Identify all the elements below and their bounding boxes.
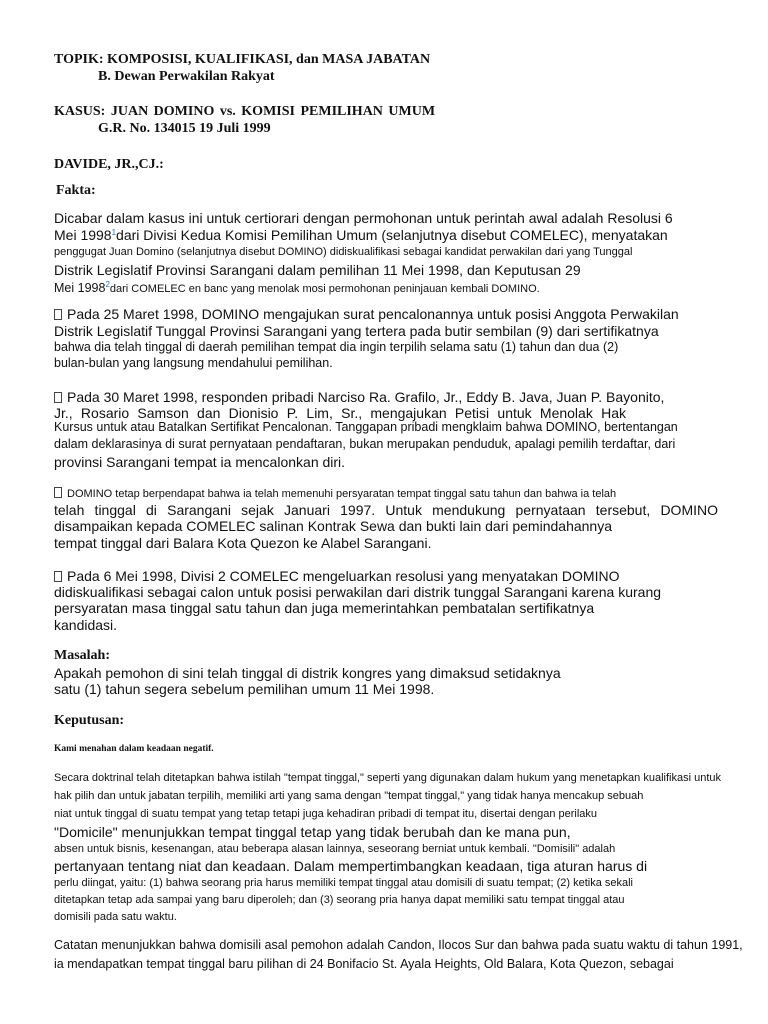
facts-p2-line3: bahwa dia telah tinggal di daerah pemilihan tempat dia ingin terpilih selama satu (1) tahun dan dua (2) xyxy=(54,340,619,354)
decision-heading: Keputusan: xyxy=(54,713,125,728)
footnote-ref-2[interactable]: 2 xyxy=(105,280,110,289)
issue-heading: Masalah: xyxy=(54,648,110,663)
subtopic-heading: B. Dewan Perwakilan Rakyat xyxy=(98,69,275,84)
facts-p4-line4: tempat tinggal dari Balara Kota Quezon ke Alabel Sarangani. xyxy=(54,535,432,551)
facts-p5-line2: didiskualifikasi sebagai calon untuk posisi perwakilan dari distrik tunggal Sarangani karena kurang xyxy=(54,584,662,600)
footnote-ref-1[interactable]: 1 xyxy=(111,228,117,237)
case-title: KASUS: JUAN DOMINO vs. KOMISI PEMILIHAN UMUM xyxy=(54,104,436,119)
facts-p5-line1: Pada 6 Mei 1998, Divisi 2 COMELEC mengeluarkan resolusi yang menyatakan DOMINO xyxy=(54,568,619,584)
facts-p1-line2: Mei 1998$^1$dari Divisi Kedua Komisi Pemilihan Umum (selanjutnya disebut COMELEC), menyatakan xyxy=(54,227,668,243)
facts-p3-line2: Jr., Rosario Samson dan Dionisio P. Lim, Sr., mengajukan Petisi untuk Menolak Hak xyxy=(54,405,626,421)
facts-p2-line2: Distrik Legislatif Tunggal Provinsi Sarangani yang tertera pada butir sembilan (9) dari sertifikatnya xyxy=(54,323,659,339)
decision-p1-line2: hak pilih dan untuk jabatan terpilih, memiliki arti yang sama dengan "tempat tinggal," yang tidak hanya mencakup sebuah xyxy=(54,790,644,802)
decision-p1-line8: ditetapkan tetap ada sampai yang baru diperoleh; dan (3) seorang pria hanya dapat memiliki satu tempat tinggal atau xyxy=(54,894,625,906)
facts-p3-line1: Pada 30 Maret 1998, responden pribadi Narciso Ra. Grafilo, Jr., Eddy B. Java, Juan P. Bayonito, xyxy=(54,389,664,405)
issue-line1: Apakah pemohon di sini telah tinggal di distrik kongres yang dimaksud setidaknya xyxy=(54,665,561,681)
issue-line2: satu (1) tahun segera sebelum pemilihan umum 11 Mei 1998. xyxy=(54,681,435,697)
decision-p1-line6: pertanyaan tentang niat dan keadaan. Dalam mempertimbangkan keadaan, tiga aturan harus di xyxy=(54,858,648,874)
facts-p4-line1: DOMINO tetap berpendapat bahwa ia telah memenuhi persyaratan tempat tinggal satu tahun dan bahwa ia telah xyxy=(54,487,616,500)
facts-p1-line1: Dicabar dalam kasus ini untuk certiorari dengan permohonan untuk perintah awal adalah Resolusi 6 xyxy=(54,210,673,226)
bullet-icon xyxy=(54,487,62,498)
decision-p1-line1: Secara doktrinal telah ditetapkan bahwa istilah "tempat tinggal," seperti yang digunakan dalam hukum yang menetapkan kualifikasi untuk xyxy=(54,772,721,784)
decision-p1-line9: domisili pada satu waktu. xyxy=(54,911,177,923)
decision-p1-line3: niat untuk tinggal di suatu tempat yang tetap tetapi juga kehadiran pribadi di tempat itu, disertai dengan perilaku xyxy=(54,808,598,820)
facts-p5-line3: persyaratan masa tinggal satu tahun dan juga memerintahkan pembatalan sertifikatnya xyxy=(54,600,595,616)
decision-p1-line4: "Domicile" menunjukkan tempat tinggal tetap yang tidak berubah dan ke mana pun, xyxy=(54,824,571,840)
facts-p5-line4: kandidasi. xyxy=(54,617,118,633)
decision-p2-line1: Catatan menunjukkan bahwa domisili asal pemohon adalah Candon, Ilocos Sur dan bahwa pada suatu waktu di tahun 1991, xyxy=(54,938,743,952)
bullet-icon xyxy=(54,309,62,320)
facts-p1-line4: Distrik Legislatif Provinsi Sarangani dalam pemilihan 11 Mei 1998, dan Keputusan 29 xyxy=(54,262,581,278)
facts-p3-line5: provinsi Sarangani tempat ia mencalonkan diri. xyxy=(54,454,346,470)
facts-heading: Fakta: xyxy=(56,183,96,198)
decision-lead: Kami menahan dalam keadaan negatif. xyxy=(54,744,214,754)
facts-p3-line3: Kursus untuk atau Batalkan Sertifikat Pencalonan. Tanggapan pribadi mengklaim bahwa DOMINO, bertentangan xyxy=(54,420,678,434)
facts-p4-line3: disampaikan kepada COMELEC salinan Kontrak Sewa dan bukti lain dari pemindahannya xyxy=(54,518,612,534)
facts-p3-line4: dalam deklarasinya di surat pernyataan pendaftaran, bukan merupakan penduduk, apalagi pemilih terdaftar, dari xyxy=(54,437,676,451)
decision-p1-line5: absen untuk bisnis, kesenangan, atau beberapa alasan lainnya, seseorang berniat untuk kembali. "Domisili" adalah xyxy=(54,843,616,855)
topic-heading: TOPIK: KOMPOSISI, KUALIFIKASI, dan MASA JABATAN xyxy=(54,52,431,67)
facts-p1-line3: penggugat Juan Domino (selanjutnya disebut DOMINO) didiskualifikasi sebagai kandidat perwakilan dari yang Tunggal xyxy=(54,246,633,258)
decision-p1-line7: perlu diingat, yaitu: (1) bahwa seorang pria harus memiliki tempat tinggal atau domisili di suatu tempat; (2) ketika sekali xyxy=(54,877,634,889)
bullet-icon xyxy=(54,392,62,403)
case-number: G.R. No. 134015 19 Juli 1999 xyxy=(98,121,271,136)
decision-p2-line2: ia mendapatkan tempat tinggal baru pilihan di 24 Bonifacio St. Ayala Heights, Old Balara, Kota Quezon, sebagai xyxy=(54,957,674,971)
bullet-icon xyxy=(54,571,62,582)
author-line: DAVIDE, JR.,CJ.: xyxy=(54,157,164,172)
facts-p1-line5: Mei 1998$^2$dari COMELEC en banc yang menolak mosi permohonan peninjauan kembali DOMINO. xyxy=(54,280,540,295)
facts-p4-line2: telah tinggal di Sarangani sejak Januari 1997. Untuk mendukung pernyataan tersebut, DOMINO xyxy=(54,502,718,518)
facts-p2-line4: bulan-bulan yang langsung mendahului pemilihan. xyxy=(54,356,333,370)
facts-p2-line1: Pada 25 Maret 1998, DOMINO mengajukan surat pencalonannya untuk posisi Anggota Perwakilan xyxy=(54,306,679,322)
